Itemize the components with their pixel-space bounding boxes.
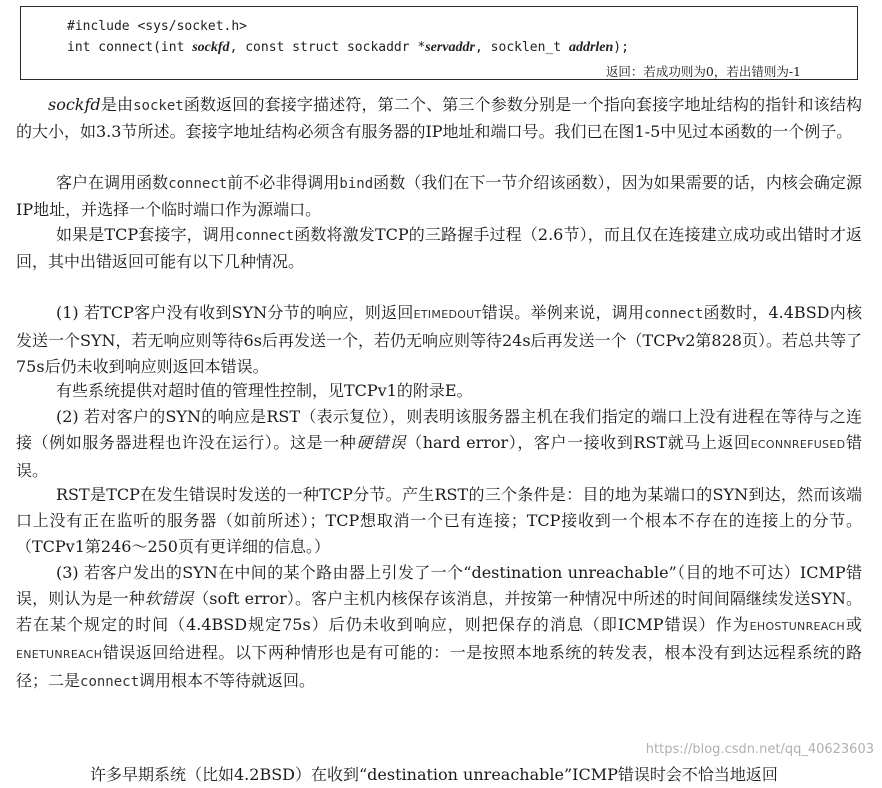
paragraph-bind: 客户在调用函数connect前不必非得调用bind函数（我们在下一节介绍该函数），因为如果需要的话，内核会确定源IP地址，并选择一个临时端口作为源端口。 [16,173,862,219]
paragraph-tcp: 如果是TCP套接字，调用connect函数将激发TCP的三路握手过程（2.6节），而且仅在连接建立成功或出错时才返回，其中出错返回可能有以下几种情况。 [16,225,862,271]
paragraph-case1: (1) 若TCP客户没有收到SYN分节的响应，则返回ETIMEDOUT错误。举例来说，调用connect函数时，4.4BSD内核发送一个SYN，若无响应则等待6s后再发送一个，若仍无响应则等待24s后再发送一个（TCPv2第828页）。若总共等了75s后仍未收到响应则返回本错误。 [16,303,862,376]
cut-off-line: 许多早期系统（比如4.2BSD）在收到“destination unreachable”ICMP错误时会不恰当地返回 [90,765,778,784]
watermark-url: https://blog.csdn.net/qq_40623603 [645,742,874,757]
paragraph-timeout: 有些系统提供对超时值的管理性控制，见TCPv1的附录E。 [56,381,473,400]
connect-prototype: int connect(int sockfd, const struct sockaddr *servaddr, socklen_t addrlen); [67,40,629,55]
paragraph-case3: (3) 若客户发出的SYN在中间的某个路由器上引发了一个“destination unreachable”（目的地不可达）ICMP错误，则认为是一种软错误（soft error）。客户主机内核保存该消息，并按第一种情况中所述的时间间隔继续发送SYN。若在某个规定的时间（4.4BSD规定75s）后仍未收到响应，则把保存的消息（即ICMP错误）作为EHOSTUNREACH或ENETUNREACH错误返回给进程。以下两种情形也是有可能的：一是按照本地系统的转发表，根本没有到达远程系统的路径；二是connect调用根本不等待就返回。 [16,563,862,690]
paragraph-case2: (2) 若对客户的SYN的响应是RST（表示复位），则表明该服务器主机在我们指定的端口上没有进程在等待与之连接（例如服务器进程也许没在运行）。这是一种硬错误（hard error），客户一接收到RST就马上返回ECONNREFUSED错误。 [16,407,862,480]
return-value-note: 返回：若成功则为0，若出错则为-1 [605,64,801,79]
function-prototype-box [20,6,858,80]
paragraph-rst: RST是TCP在发生错误时发送的一种TCP分节。产生RST的三个条件是：目的地为某端口的SYN到达，然而该端口上没有正在监听的服务器（如前所述）；TCP想取消一个已有连接；TCP接收到一个根本不存在的连接上的分节。（TCPv1第246～250页有更详细的信息。） [16,485,862,556]
paragraph-sockfd: sockfd是由socket函数返回的套接字描述符，第二个、第三个参数分别是一个指向套接字地址结构的指针和该结构的大小，如3.3节所述。套接字地址结构必须含有服务器的IP地址和端口号。我们已在图1-5中见过本函数的一个例子。 [16,95,862,141]
include-line: #include <sys/socket.h> [67,19,248,34]
